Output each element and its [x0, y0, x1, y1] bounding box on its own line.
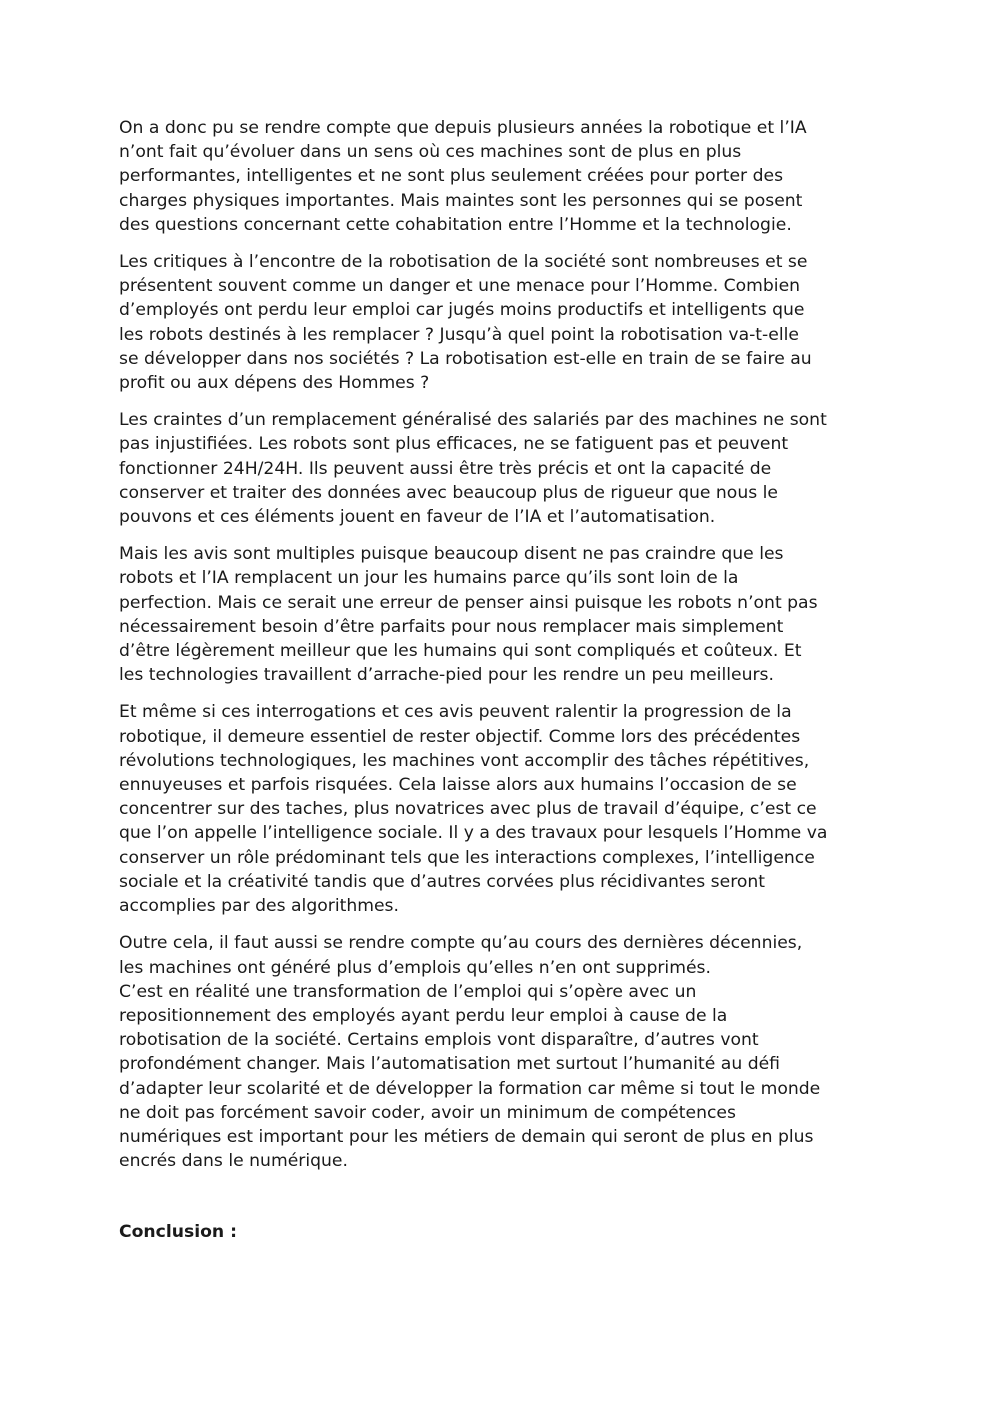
- text-line: n’ont fait qu’évoluer dans un sens où ces machines sont de plus en plus: [119, 142, 742, 163]
- text-line: Les craintes d’un remplacement généralisé des salariés par des machines ne sont: [119, 410, 827, 431]
- paragraph-3: [119, 408, 879, 529]
- document-body: [119, 116, 879, 1245]
- text-line: les machines ont généré plus d’emplois qu’elles n’en ont supprimés.: [119, 957, 711, 978]
- paragraph-2: [119, 250, 879, 395]
- text-line: conserver un rôle prédominant tels que les interactions complexes, l’intelligence: [119, 847, 815, 868]
- text-line: sociale et la créativité tandis que d’autres corvées plus récidivantes seront: [119, 871, 766, 892]
- text-line: des questions concernant cette cohabitation entre l’Homme et la technologie.: [119, 214, 792, 235]
- text-line: révolutions technologiques, les machines vont accomplir des tâches répétitives,: [119, 750, 810, 771]
- text-line: concentrer sur des taches, plus novatrices avec plus de travail d’équipe, c’est ce: [119, 799, 817, 820]
- text-line: les robots destinés à les remplacer ? Jusqu’à quel point la robotisation va-t-elle: [119, 324, 799, 345]
- paragraph-4: [119, 542, 879, 687]
- text-line: pas injustifiées. Les robots sont plus efficaces, ne se fatiguent pas et peuvent: [119, 434, 789, 455]
- text-line: d’employés ont perdu leur emploi car jugés moins productifs et intelligents que: [119, 300, 805, 321]
- text-line: que l’on appelle l’intelligence sociale. Il y a des travaux pour lesquels l’Homme va: [119, 823, 828, 844]
- text-line: profit ou aux dépens des Hommes ?: [119, 373, 430, 394]
- text-line: Les critiques à l’encontre de la robotisation de la société sont nombreuses et se: [119, 252, 808, 273]
- conclusion-heading: Conclusion :: [119, 1222, 237, 1243]
- text-line: robotique, il demeure essentiel de rester objectif. Comme lors des précédentes: [119, 726, 801, 747]
- text-line: nécessairement besoin d’être parfaits pour nous remplacer mais simplement: [119, 616, 784, 637]
- text-line: ne doit pas forcément savoir coder, avoir un minimum de compétences: [119, 1102, 736, 1123]
- text-line: robots et l’IA remplacent un jour les humains parce qu’ils sont loin de la: [119, 568, 739, 589]
- text-line: pouvons et ces éléments jouent en faveur de l’IA et l’automatisation.: [119, 507, 716, 528]
- text-line: les technologies travaillent d’arrache-pied pour les rendre un peu meilleurs.: [119, 665, 774, 686]
- paragraph-1: [119, 116, 879, 237]
- text-line: repositionnement des employés ayant perdu leur emploi à cause de la: [119, 1005, 728, 1026]
- text-line: Et même si ces interrogations et ces avis peuvent ralentir la progression de la: [119, 702, 792, 723]
- text-line: robotisation de la société. Certains emplois vont disparaître, d’autres vont: [119, 1030, 759, 1051]
- text-line: présentent souvent comme un danger et une menace pour l’Homme. Combien: [119, 276, 801, 297]
- text-line: conserver et traiter des données avec beaucoup plus de rigueur que nous le: [119, 482, 778, 503]
- text-line: charges physiques importantes. Mais maintes sont les personnes qui se posent: [119, 190, 803, 211]
- text-line: C’est en réalité une transformation de l’emploi qui s’opère avec un: [119, 981, 697, 1002]
- text-line: On a donc pu se rendre compte que depuis plusieurs années la robotique et l’IA: [119, 118, 807, 138]
- text-line: Mais les avis sont multiples puisque beaucoup disent ne pas craindre que les: [119, 544, 784, 565]
- paragraph-5: [119, 700, 879, 918]
- text-line: numériques est important pour les métiers de demain qui seront de plus en plus: [119, 1126, 814, 1147]
- paragraph-6: [119, 931, 879, 1173]
- text-line: fonctionner 24H/24H. Ils peuvent aussi être très précis et ont la capacité de: [119, 458, 772, 479]
- text-line: ennuyeuses et parfois risquées. Cela laisse alors aux humains l’occasion de se: [119, 775, 797, 796]
- text-line: d’être légèrement meilleur que les humains qui sont compliqués et coûteux. Et: [119, 641, 802, 662]
- text-line: profondément changer. Mais l’automatisation met surtout l’humanité au défi: [119, 1054, 781, 1075]
- text-line: encrés dans le numérique.: [119, 1151, 348, 1172]
- text-line: perfection. Mais ce serait une erreur de penser ainsi puisque les robots n’ont pas: [119, 592, 818, 613]
- text-line: d’adapter leur scolarité et de développer la formation car même si tout le monde: [119, 1078, 821, 1099]
- text-line: Outre cela, il faut aussi se rendre compte qu’au cours des dernières décennies,: [119, 933, 803, 954]
- text-line: accomplies par des algorithmes.: [119, 896, 399, 917]
- text-line: se développer dans nos sociétés ? La robotisation est-elle en train de se faire au: [119, 348, 812, 369]
- text-line: performantes, intelligentes et ne sont plus seulement créées pour porter des: [119, 166, 784, 187]
